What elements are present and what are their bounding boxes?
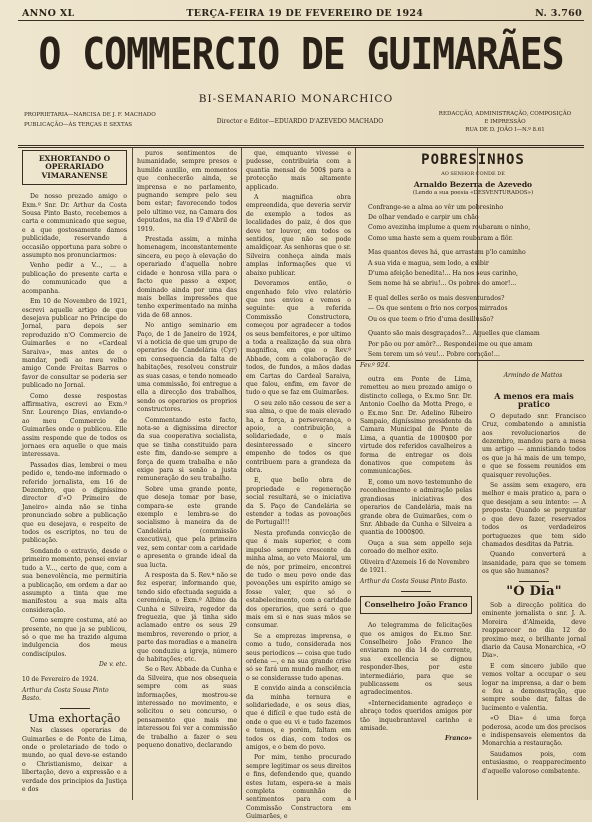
poem-stanza xyxy=(360,249,586,289)
paragraph: Prestada assim, a minha homenagem, inconstantemente sincera, eu peço à elevação do operariado d'aquella nobre cidade e honrosa villa para o facto que passo a expor, dominado ainda por uma das mais bellas impressões que tenho experimentado na minha vida de 68 annos. xyxy=(137,236,237,319)
masthead-subtitle: BI-SEMANARIO MONARCHICO xyxy=(198,93,394,105)
redaction-line3: RUA DE D. JOÃO I—N.º 8.61 xyxy=(465,127,545,133)
paragraph: Ao telegramma de felicitações que os amigos do Ex.mo Snr. Conselheiro João Franco lhe enviaram no dia 14 do corrente, sua excellencia se dignou responder-lhes, por este intermediário, para que se publicassem os seus agradecimentos. xyxy=(360,622,472,697)
column-5 xyxy=(482,386,586,800)
signature: Arthur da Costa Sousa Pinto Basto. xyxy=(22,686,109,703)
director-line: Director e Editor—EDUARDO D'AZEVEDO MACHADO xyxy=(216,118,384,125)
poem-signature: Fev.º 924. xyxy=(360,362,391,369)
paragraph: Como sempre costuma, até ao presente, no que ja se publicou, só o que me ha trazido alguma indulgencia dos meus condiscípulos. xyxy=(22,617,127,658)
article-heading-menos: A menos era mais pratico xyxy=(494,391,574,410)
signature: Arthur da Costa Sousa Pinto Basto. xyxy=(360,578,468,586)
poem-dedication: AO SENHOR CONDE DE xyxy=(441,171,505,178)
column-separator xyxy=(355,148,356,800)
paragraph: Commentando este facto, nota-se a dignissima director da sua cooperativa socialista, que se tinha constituido para este fim, dando-se sempre a força de quem trabalha e não exige para si senão a justa remuneração do seu trabalho. xyxy=(137,416,237,483)
divider xyxy=(401,591,431,592)
redaction-line2: E IMPRESSÃO xyxy=(484,119,526,125)
poem-line: Como uma haste sem a quem roubaram a flôr. xyxy=(368,234,513,242)
paragraph: E, como um novo testemunho de reconhecimento e admiração pelas grandiosas iniciativas dos operarios de Candelária, mais na grande obra de Guimarães, com o Snr. Abbade da Cunha e Silveira a quantia de 1000$00. xyxy=(360,478,472,537)
paragraph: E convido ainda a consciência da minha ternura e solidariedade, e os seus dias, que é difícil e que tudo está de onde o que eu vi e tudo fazemos e temos, e porém, faltam em todos os dias, com todos os amigos, e o bem do povo. xyxy=(246,685,351,752)
paragraph: De nosso prezado amigo o Exm.º Snr. Dr. Arthur da Costa Sousa Pinto Basto, recebemos a carta e communicado que segue, e a que gostosamente damos publicidade, reservando a occasião opportuna para sobre o assumpto nos pronunciarmos: xyxy=(22,193,127,260)
paragraph: Saudamos pois, com entusiasmo, o reapparecimento d'aquelle valoroso combatente. xyxy=(482,750,586,775)
column-separator xyxy=(241,148,242,800)
paragraph: Devoramos então, o engenhado felo vivo relatório que nos enviou e vemos o seguinte: que a referida Commissão Constructora, começou por agradecer a todos os seus bemfeitores, e por ultimo a toda a realização da sua obra magnifica, em que o Rev.º Abbade, com a colaboração de todos, de fundos, a mãos dadas em Cartas do Cardeal Saraiva, que falou, enfim, em favor de tudo o que se faz em Guimarães. xyxy=(246,280,351,397)
paragraph: Se o Rev. Abbade da Cunha e da Silveira, que nos obsequeia sempre com as suas informações, mostrou-se interessado no movimento, e solicitou o seu concurso, o pensamento que mais me interessou foi ver a commissão de trabalho a fazer o seu pequeno donativo, declarando xyxy=(137,666,237,750)
column-1 xyxy=(22,150,127,800)
divider xyxy=(519,581,549,582)
place-date: Oliveira d'Azemeis 16 de Novembro de 1921. xyxy=(360,558,470,574)
paragraph: Passados dias, lembrei o meu pedido e, tendo-me informado o referido jornalista, em 16 de Dezembro, que o digníssimo director d'«O Primeiro de Janeiro» ainda não se tinha pronunciado sobre a publicação que eu desejava, e respeito de todos os escriptos, no teu de publicação. xyxy=(22,461,127,545)
paragraph: Se assim sem exagero, era melhor e mais pratico a, para o que desejam a seu intento: — A proposta: Quando se perguntar o que devo fazer, reservados todos os verdadeiros portuguezes que tem sido chamados desditas da Patria. xyxy=(482,482,586,548)
signature: Franco» xyxy=(445,735,472,743)
poem-line: Ou os que teem o frio d'uma desillusão? xyxy=(368,315,494,323)
paragraph: Por mim, tenho procurado sempre legitimar os seus direitos e fins, defendendo que, quando estes lutam, espera-se a mais completa comunhão de sentimentos para com a Commissão Constructora em Guimarães, e xyxy=(246,754,351,821)
header-rule-double xyxy=(18,147,584,148)
article-heading-o-dia: "O Dia" xyxy=(506,583,562,599)
place-date: 10 de Fevereiro de 1924. xyxy=(22,675,99,683)
redaction-line1: REDACÇÃO, ADMINISTRAÇÃO, COMPOSIÇÃO xyxy=(438,111,572,117)
poem-block xyxy=(360,150,586,360)
article-heading-exhortando: EXHORTANDO O OPERARIADO VIMARANENSE xyxy=(22,150,127,185)
paragraph: Sondando o extravio, desde o primeiro momento, pensei enviar tudo a V..., certo de que, com a sua benevolência, me permitiria a publicação, em ordem a dar ao assumpto a tinta que me manifestou a sua mais alta consideração. xyxy=(22,547,127,614)
paragraph: Sob a direcção politica do eminente jornalista o snr. J. A. Moreira d'Almeida, deve reapparecer no dia 12 do proximo mez, o brilhante jornal diario da Causa Monarchica, «O Dia». xyxy=(482,601,586,660)
poem-line: Sem terem um só veu!... Pobre coração!... xyxy=(368,350,500,358)
column-separator xyxy=(132,148,133,800)
paragraph: E com sincero jubilo que vemos voltar a occupar o seu logar na imprensa, a dar o bem e feu a demonstração, que sempre soube dar, faltas de lucimento e valentia. xyxy=(482,662,586,712)
paragraph: A resposta da S. Rev.ª não se fez esperar, informando que, tendo sido efectuada seguida a ceremónia, o Exm.º Albino da Cunha e Silveira, regedor da freguezia, que já tinha sido aclamado entre os seus 29 membros, reverendo o prior, a parte das moradias e a maneira que conduziu a igreja, número de habitações; etc. xyxy=(137,571,237,663)
article-heading-exhortacao: Uma exhortação xyxy=(28,711,121,725)
info-right xyxy=(430,110,580,134)
poem-line: Quanto são mais desgraçados?... Aquelles que clamam xyxy=(368,330,540,338)
poem-heading: POBRESINHOS xyxy=(421,152,525,168)
poem-line: — Os que sentem o frio nos corpos mirrados xyxy=(368,305,508,313)
divider xyxy=(60,708,90,709)
paragraph: Nesta profunda convicção de que é mais superior, e com impulso sempre crescente da minha alma, ao veto Maioral, um de nós, por primeiro, encontrei de tudo o meu povo onde das povoações um espírito amigo se fosse valer, que só o estabelecimento, com a caridade dos operarios, que será o que mais em si e nas suas mãos se consumar. xyxy=(246,529,351,630)
column-2 xyxy=(137,150,237,800)
poem-line: Mas quantos deves há, que arrastam p'lo caminho xyxy=(368,249,526,257)
info-left xyxy=(24,110,184,130)
poem-line: Como avezinha implume a quem roubaram o ninho, xyxy=(368,224,531,232)
paragraph: «O Dia» é uma força poderosa, acode um dos precisos e indispensaveis elementos da Monarchia a restauração. xyxy=(482,715,587,748)
poem-line: Por pão ou por amôr?... Respondei-me ou que amam xyxy=(368,340,533,348)
poem-line: De olhar vendado e carpir um chão xyxy=(368,214,479,222)
header-rule xyxy=(18,145,584,146)
paragraph: Ouça a sua sem appello seja coroado do melhor exito. xyxy=(360,539,472,556)
issue-number: N. 3.760 xyxy=(535,7,582,19)
paragraph: outra em Ponte de Lima, remetteu ao meu prezado amigo o distincto collega, o Ex.mo Snr. Dr. Antonio Coelho da Motta Prego, e o Ex.mo Snr. Dr. Adelino Ribeiro Sampaio, digníssimo presidente da Camara Municipal de Ponte de Lima, a quantia de 1000$00 por virtude dos referidos cavalheiros a forma de entregar os dois donativos que competem às communicações. xyxy=(360,376,472,476)
article-heading-conselheiro: Conselheiro João Franco xyxy=(360,596,472,614)
paragraph: Se a emprezas imprensa, e como a tudo, considerada nos seus periodicos — coisa que tudo ordena —, e na sua grande crise só se fará um mundo melhor, em o se considerasse tudo apenas. xyxy=(246,632,351,682)
paragraph: O seu zelo não cessou de ser a sua alma, o que de mais elevado ha, a força, a perseverança, o apoio, a contribuição, a solidariedade, e o mais desinteressado e sincero empenho de todos os que contribuem para a grandeza da obra. xyxy=(246,399,351,475)
paragraph: Nas classes operarias de Guimarães e de Ponte de Lima, onde o proletariado de todo o mundo, ao qual deve-se estando o Christianismo, deixar a libertação, devo a expressão e a verdade dos principios da Justiça e dos xyxy=(22,727,127,794)
poem-author-note: (Lendo a sua poesia «DESVENTURADOS») xyxy=(412,190,534,197)
paragraph: Sobre uma grande ponte, que deseja tomar por base, compara-se este grande exemplo e lembra-se do socialismo à maneira da de Candelária (commissão executiva), que pela primeira vez, sem contar com a caridade e apresenta o grande ideal da sua lucta. xyxy=(137,485,237,569)
paragraph: No antigo seminario em Paço, de 1 de Janeiro de 1924, vi a noticia de que um grupo de operarios de Candelária (Cyr) em consequencia da falta de habitações, resolveu construir as suas casas, e tendo nomeado uma commissão, foi entregue a ella a direcção dos trabalhos, sendo os operarios os proprios constructores. xyxy=(137,322,237,414)
issue-date: TERÇA-FEIRA 19 DE FEVEREIRO DE 1924 xyxy=(186,7,424,19)
poem-line: Confrange-se a alma ao vêr um pobresinho xyxy=(368,203,504,211)
paragraph: puros sentimentos de humanidade, sempre presos e humilde auxilio, em momentos que conhecerão ainda, se imprensa e no parlamento, pugnando sempre pelo seu bem estar; favorecendo todos pelo ultimo vez, na Camara dos deputados, na dia 19 d'Abril de 1919. xyxy=(137,150,237,233)
poem-stanza xyxy=(360,204,586,244)
paragraph: O deputado snr. Francisco Cruz, combatendo a amnistia aos revolucionarios de dezembro, mandou para a mesa um artigo — amnistiando todos os que ja há mais de um tempo, e que se fossem reunidos em quaisquer revoluções. xyxy=(482,412,586,479)
top-line xyxy=(22,8,582,18)
paragraph: «Internecidamente agradeço e abraço todos queridos amigos por tão inquebrantavel carinho e amisade. xyxy=(360,699,472,733)
paragraph: Quando converterá a insanidade, para que se tomem os que são humanos? xyxy=(482,551,586,576)
paragraph: Venho pedir a V..., ... a publicação do presente carta e do communicado que a acompanha. xyxy=(22,262,127,295)
paragraph: que, emquanto vivesse e pudesse, contribuiria com a quantia mensal de 500$ para a protecção mais altamente applicado. xyxy=(246,150,351,191)
poem-line: D'uma afeição benedita!... Ha nos seus carinho, xyxy=(368,270,518,278)
paragraph: Em 10 de Novembro de 1921, escrevi aquelle artigo de que desejava publicar no Principe do Jornal, para depois ser reproduzido n'O Commercio de Guimarães e no «Cardeal Saraiva», mas antes de o mandar, pedi ao meu velho amigo Conde Freitas Barros o favor de consultar se poderia ser publicado no Jornal. xyxy=(22,298,127,390)
proprietor: PROPRIETARIA—NARCISA DE J. F. MACHADO xyxy=(24,112,156,118)
salutation: De v. etc. xyxy=(99,661,127,669)
paragraph: Como desse respostas affirmativa, escrevi ao Exm.º Snr. Lourenço Dias, enviando-o ao meu Commercio de Guimarães onde o publicou. Elle assim responde que de todos os jornaes era aquelle o que mais interessava. xyxy=(22,392,127,459)
issue-year: ANNO XL xyxy=(22,7,75,19)
paragraph: A magnifica obra empreendida, que deveria servir de exemplo a todos as localidades do paiz, é dos que deve ter louvor, em todos os sentidos, que não se pode amaldiçoar. As senhoras que o sr. Silveira conheça ainda mais amplas informações que vi abaixo publicar. xyxy=(246,194,351,277)
top-rule xyxy=(18,20,584,21)
masthead-title: O COMMERCIO DE GUIMARÃES xyxy=(38,28,564,80)
paragraph: E, que bello obra de propriedade e regeneração social resultará, se o iniciativa da S. Paço de Candelária se estender a todas as povoações de Portugal!!! xyxy=(246,477,351,527)
poem-bottom-rule xyxy=(356,360,584,361)
poem-stanza xyxy=(360,295,586,324)
publication-days: PUBLICAÇÃO—ÁS TERÇAS E SEXTAS xyxy=(24,122,133,128)
poem-author: Arnaldo Bezerra de Azevedo xyxy=(413,179,533,189)
poem-line: A sua vida e magua, sem lodo, a exibir xyxy=(368,259,489,267)
column-3 xyxy=(246,150,351,821)
poem-stanza xyxy=(360,330,586,359)
poem-signature-2: Armindo de Mattos xyxy=(503,372,563,379)
poem-line: Sem nome há se abriu!... Os pobres do amor!... xyxy=(368,280,517,288)
column-4 xyxy=(360,376,472,800)
poem-line: E qual delles serão os mais desventurados? xyxy=(368,294,505,302)
